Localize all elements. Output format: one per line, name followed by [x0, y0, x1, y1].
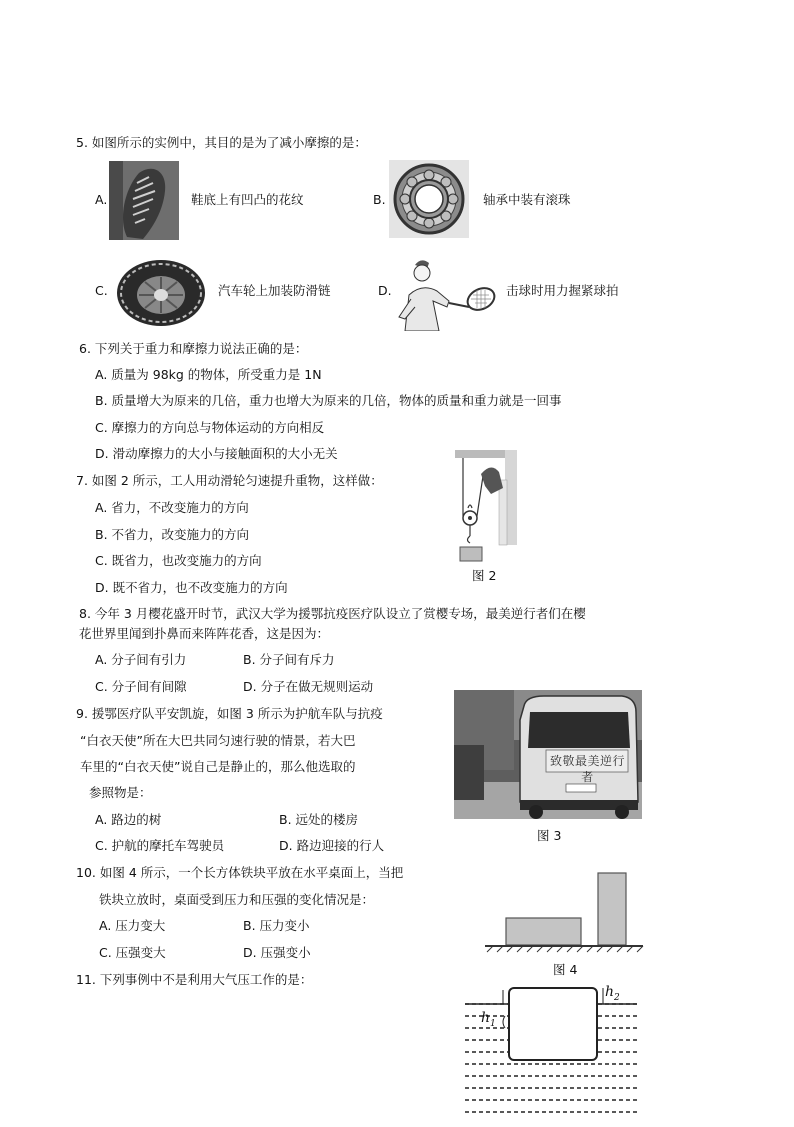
- q9-stem-line2: “白衣天使”所在大巴共同匀速行驶的情景，若大巴: [80, 733, 356, 748]
- iron-block-figure: [485, 868, 645, 954]
- q9-option-c: C. 护航的摩托车驾驶员: [95, 838, 225, 853]
- q5-option-d-letter: D.: [378, 283, 392, 298]
- q5-option-c-letter: C.: [95, 283, 108, 298]
- q5-stem: 5. 如图所示的实例中，其目的是为了减小摩擦的是：: [76, 135, 367, 150]
- q5-option-d-text: 击球时用力握紧球拍: [506, 283, 619, 298]
- q10-option-c: C. 压强变大: [99, 945, 166, 960]
- tennis-player-image: [397, 255, 497, 331]
- h1-label: [481, 1010, 496, 1032]
- snow-chain-wheel-image: [115, 253, 207, 328]
- q11-stem: 11. 下列事例中不是利用大气压工作的是：: [76, 972, 313, 987]
- figure-4-caption: 图 4: [553, 962, 578, 977]
- h2-subscript: 2: [614, 992, 620, 1003]
- q9-option-a: A. 路边的树: [95, 812, 162, 827]
- q10-option-a: A. 压力变大: [99, 918, 166, 933]
- q10-stem-line1: 10. 如图 4 所示，一个长方体铁块平放在水平桌面上，当把: [76, 865, 404, 880]
- q5-option-a-text: 鞋底上有凹凸的花纹: [191, 192, 304, 207]
- q9-stem-line4: 参照物是：: [89, 785, 152, 800]
- q6-option-c: C. 摩擦力的方向总与物体运动的方向相反: [95, 420, 325, 435]
- q5-option-b-letter: B.: [373, 192, 386, 207]
- q8-stem-line2: 花世界里闻到扑鼻而来阵阵花香，这是因为：: [79, 626, 330, 641]
- q6-option-b: B. 质量增大为原来的几倍，重力也增大为原来的几倍，物体的质量和重力就是一回事: [95, 393, 562, 408]
- h2-label: [605, 984, 620, 1006]
- q6-option-a: A. 质量为 98kg 的物体，所受重力是 1N: [95, 367, 322, 382]
- h1-subscript: 1: [490, 1018, 496, 1029]
- q7-option-c: C. 既省力，也改变施力的方向: [95, 553, 262, 568]
- q8-option-a: A. 分子间有引力: [95, 652, 187, 667]
- q7-option-b: B. 不省力，改变施力的方向: [95, 527, 250, 542]
- bus-convoy-image: [454, 690, 642, 819]
- q5-option-b-text: 轴承中装有滚珠: [483, 192, 571, 207]
- q7-option-d: D. 既不省力，也不改变施力的方向: [95, 580, 288, 595]
- q6-option-d: D. 滑动摩擦力的大小与接触面积的大小无关: [95, 446, 338, 461]
- q5-option-a-letter: A.: [95, 192, 108, 207]
- q9-stem-line3: 车里的“白衣天使”说自己是静止的，那么他选取的: [80, 759, 356, 774]
- q10-option-b: B. 压力变小: [243, 918, 310, 933]
- q8-option-b: B. 分子间有斥力: [243, 652, 335, 667]
- q7-stem: 7. 如图 2 所示，工人用动滑轮匀速提升重物，这样做：: [76, 473, 383, 488]
- q9-option-d: D. 路边迎接的行人: [279, 838, 385, 853]
- shoe-sole-image: [109, 161, 179, 240]
- q7-option-a: A. 省力，不改变施力的方向: [95, 500, 249, 515]
- q5-option-c-text: 汽车轮上加装防滑链: [218, 283, 331, 298]
- q6-stem: 6. 下列关于重力和摩擦力说法正确的是：: [79, 341, 308, 356]
- q8-option-c: C. 分子间有间隙: [95, 679, 187, 694]
- figure-3-caption: 图 3: [537, 828, 562, 843]
- q10-stem-line2: 铁块立放时，桌面受到压力和压强的变化情况是：: [99, 892, 375, 907]
- bearing-image: [389, 160, 469, 238]
- q10-option-d: D. 压强变小: [243, 945, 311, 960]
- q8-option-d: D. 分子在做无规则运动: [243, 679, 374, 694]
- floating-block-figure: [463, 982, 641, 1123]
- pulley-figure: [455, 450, 517, 565]
- q8-stem-line1: 8. 今年 3 月樱花盛开时节，武汉大学为援鄂抗疫医疗队设立了赏樱专场，最美逆行者们在樱: [79, 606, 586, 621]
- h1-symbol: h: [481, 1010, 491, 1026]
- q9-option-b: B. 远处的楼房: [279, 812, 359, 827]
- bus-banner-text: 致敬最美逆行者: [549, 754, 625, 784]
- h2-symbol: h: [605, 984, 615, 1000]
- figure-2-caption: 图 2: [472, 568, 497, 583]
- q9-stem-line1: 9. 援鄂医疗队平安凯旋，如图 3 所示为护航车队与抗疫: [76, 706, 383, 721]
